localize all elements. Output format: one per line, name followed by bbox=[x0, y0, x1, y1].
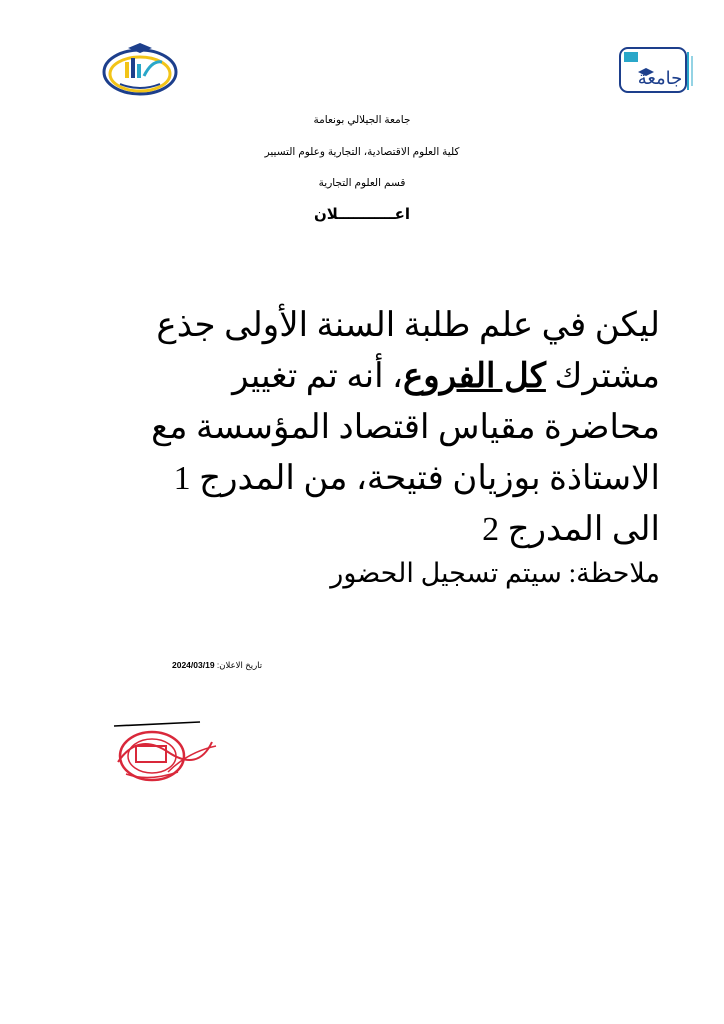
date-value: 2024/03/19 bbox=[172, 660, 215, 670]
logo-wordmark: جامعة bbox=[637, 68, 683, 89]
announcement-paragraph bbox=[130, 300, 660, 555]
announcement-date bbox=[172, 660, 262, 671]
body-text-end: ، أنه تم تغيير محاضرة مقياس اقتصاد المؤسسة مع الاستاذة بوزيان فتيحة، من المدرج 1 الى المدرج 2 bbox=[151, 358, 660, 548]
faculty-logo-icon bbox=[100, 40, 180, 98]
announcement-title: اعـــــــــــلان bbox=[314, 206, 410, 223]
attendance-note: ملاحظة: سيتم تسجيل الحضور bbox=[330, 558, 660, 588]
university-logo-icon bbox=[616, 42, 696, 98]
department-name: قسم العلوم التجارية bbox=[318, 177, 406, 189]
university-name: جامعة الجيلالي بونعامة bbox=[313, 114, 411, 126]
body-emphasis: كل الفروع bbox=[403, 358, 546, 395]
date-label: تاريخ الاعلان: bbox=[214, 660, 263, 670]
faculty-name: كلية العلوم الاقتصادية، التجارية وعلوم التسيير bbox=[264, 146, 460, 158]
announcement-body bbox=[130, 300, 660, 591]
department-stamp-icon bbox=[108, 712, 220, 788]
body-text-start: ليكن في علم طلبة السنة الأولى جذع مشترك bbox=[156, 307, 660, 395]
